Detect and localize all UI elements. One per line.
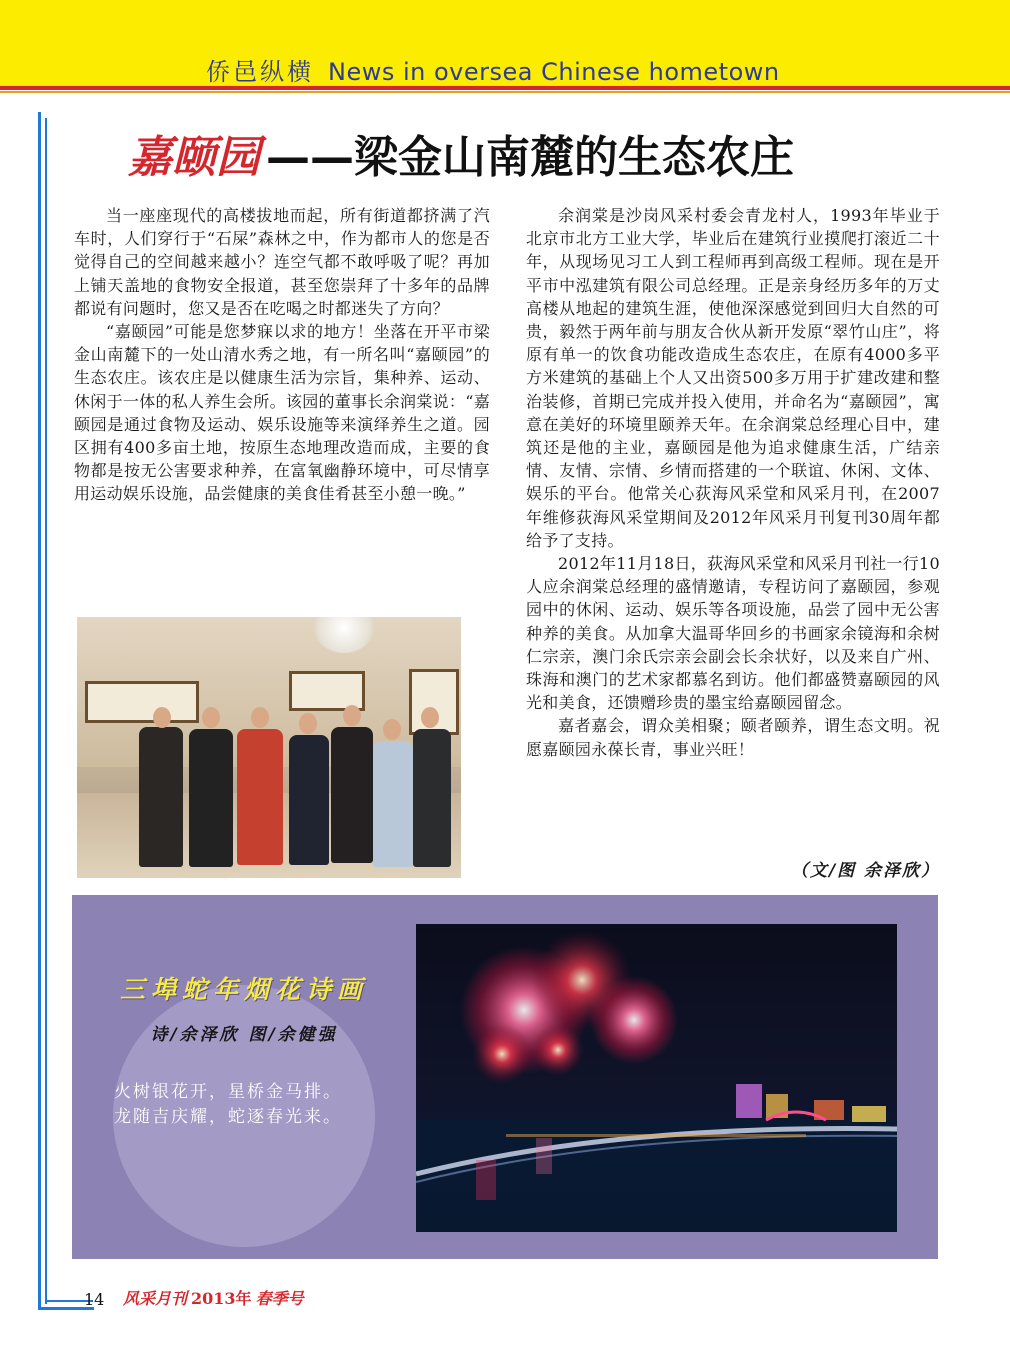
photo-person-head (251, 707, 269, 728)
photo-person (289, 735, 329, 865)
side-rule-outer (38, 112, 41, 1310)
header-rule-red (0, 86, 1010, 90)
poem-line: 火树银花开，星桥金马排。 (114, 1082, 342, 1102)
section-heading (206, 52, 780, 87)
poem-credit: 诗/余泽欣 图/余健强 (150, 1025, 338, 1045)
article-title-name: 嘉颐园 (128, 132, 260, 183)
fireworks-photo (416, 924, 897, 1232)
magazine-name: 风采月刊 (123, 1289, 188, 1308)
article-title (128, 130, 928, 190)
photo-calligraphy-scroll (85, 681, 199, 723)
paragraph: “嘉颐园”可能是您梦寐以求的地方！坐落在开平市梁金山南麓下的一处山清水秀之地，有一所名叫“嘉颐园”的生态农庄。该农庄是以健康生活为宗旨，集种养、运动、休闲于一体的私人养生会所。该园的董事长余润棠说：“嘉颐园是通过食物及运动、娱乐设施等来演绎养生之道。园区拥有400多亩土地，按原生态地理改造而成，主要的食物都是按无公害要求种养，在富氧幽静环境中，可尽情享用运动娱乐设施，品尝健康的美食佳肴甚至小憩一晚。” (74, 322, 490, 504)
article-title-dash: —— (266, 132, 354, 183)
poem-line: 龙随吉庆耀，蛇逐春光来。 (114, 1107, 342, 1127)
paragraph: 当一座座现代的高楼拔地而起，所有街道都挤满了汽车时，人们穿行于“石屎”森林之中，作为都市人的您是否觉得自己的空间越来越小？连空气都不敢呼吸了呢？再加上铺天盖地的食物安全报道，甚至您崇拜了十多年的品牌都说有问题时，您又是否在吃喝之时都迷失了方向？ (74, 206, 490, 318)
side-rule-inner (45, 118, 47, 1304)
paragraph: 嘉者嘉会，谓众美相聚；颐者颐养，谓生态文明。祝愿嘉颐园永葆长青，事业兴旺！ (526, 716, 940, 759)
issue-season: 春季号 (255, 1289, 304, 1308)
article-column-left (74, 204, 490, 506)
photo-person-head (202, 707, 220, 728)
photo-person (331, 727, 373, 863)
byline: （文/图 余泽欣） (790, 861, 940, 881)
issue-year: 2013年 (191, 1289, 252, 1308)
photo-person-head (421, 707, 439, 728)
article-column-right (526, 204, 940, 761)
header-banner (0, 0, 1010, 86)
poem-body (114, 1080, 384, 1130)
section-heading-cn: 侨邑纵横 (206, 58, 314, 86)
section-heading-en: News in oversea Chinese hometown (328, 58, 780, 86)
photo-person-head (153, 707, 171, 728)
article-title-subtitle: 梁金山南麓的生态农庄 (354, 132, 794, 183)
poem-title: 三埠蛇年烟花诗画 (119, 975, 368, 1004)
photo-person (189, 729, 233, 867)
photo-person (237, 729, 283, 865)
group-photo (77, 617, 461, 878)
paragraph: 2012年11月18日，荻海风采堂和风采月刊社一行10人应余润棠总经理的盛情邀请，专程访问了嘉颐园，参观园中的休闲、运动、娱乐等各项设施，品尝了园中无公害种养的美食。从加拿大温哥华回乡的书画家余镜海和余树仁宗亲，澳门余氏宗亲会副会长余状好，以及来自广州、珠海和澳门的艺术家都慕名到访。他们都盛赞嘉颐园的风光和美食，还馈赠珍贵的墨宝给嘉颐园留念。 (526, 554, 940, 713)
page-number: 14 (84, 1290, 105, 1309)
photo-person-head (299, 713, 317, 734)
paragraph: 余润棠是沙岗风采村委会青龙村人，1993年毕业于北京市北方工业大学，毕业后在建筑行业摸爬打滚近二十年，从现场见习工人到工程师再到高级工程师。现在是开平市中泓建筑有限公司总经理。正是亲身经历多年的万丈高楼从地起的建筑生涯，使他深深感觉到回归大自然的可贵，毅然于两年前与朋友合伙从新开发原“翠竹山庄”，将原有单一的饮食功能改造成生态农庄，在原有4000多平方米建筑的基础上个人又出资500多万用于扩建改建和整治装修，首期已完成并投入使用，并命名为“嘉颐园”，寓意在美好的环境里颐养天年。在余润棠总经理心目中，建筑还是他的主业，嘉颐园是他为追求健康生活，广结亲情、友情、宗情、乡情而搭建的一个联谊、休闲、文体、娱乐的平台。他常关心荻海风采堂和风采月刊，在2007年维修荻海风采堂期间及2012年风采月刊复刊30周年都给予了支持。 (526, 206, 940, 550)
fireworks-illustration (416, 924, 897, 1232)
photo-person (413, 729, 451, 867)
photo-person (139, 727, 183, 867)
photo-person-head (343, 705, 361, 726)
photo-person (373, 741, 413, 867)
header-rule-orange (0, 91, 1010, 93)
magazine-footer (117, 1287, 310, 1311)
photo-person-head (383, 719, 401, 740)
